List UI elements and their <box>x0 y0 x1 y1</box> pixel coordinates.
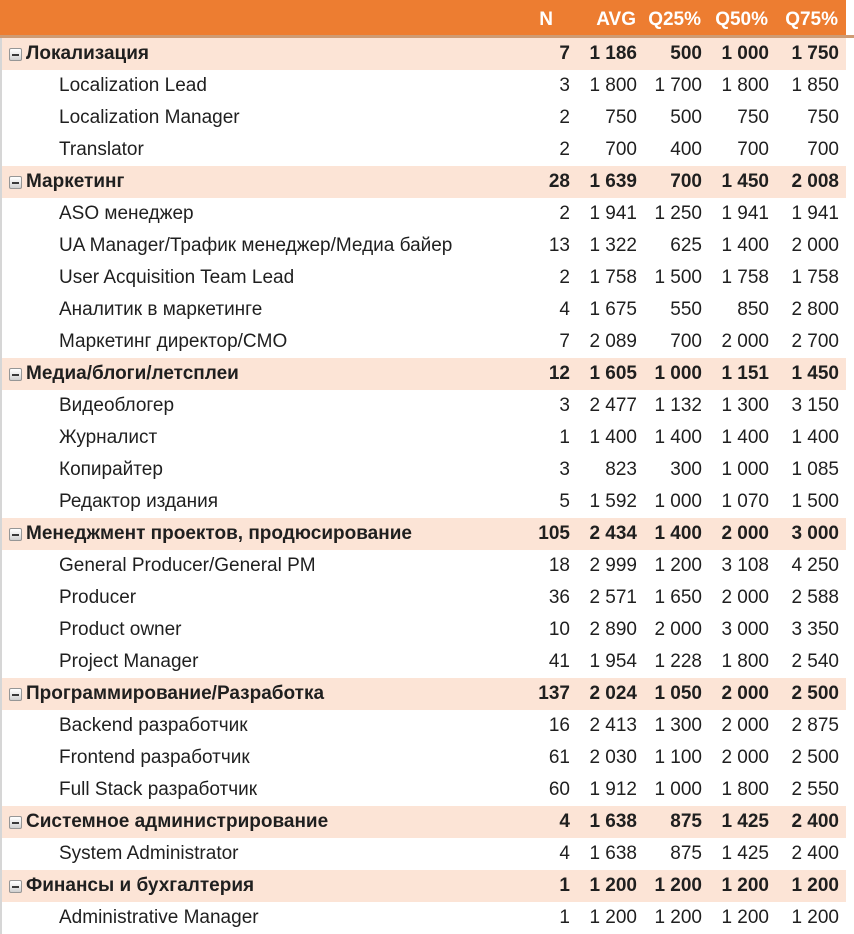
q75-value[interactable]: 2 008 <box>791 171 839 192</box>
avg-value[interactable]: 2 030 <box>589 747 637 768</box>
row-label-cell[interactable] <box>2 678 510 710</box>
q25-value[interactable]: 1 000 <box>654 363 702 384</box>
q50-value[interactable]: 1 800 <box>721 779 769 800</box>
q50-value[interactable]: 1 425 <box>721 843 769 864</box>
q50-value[interactable]: 2 000 <box>721 523 769 544</box>
row-label-cell[interactable] <box>2 550 510 582</box>
q25-value[interactable]: 1 000 <box>654 491 702 512</box>
q50-value[interactable]: 1 200 <box>721 907 769 928</box>
avg-value[interactable]: 1 638 <box>589 843 637 864</box>
q50-value[interactable]: 2 000 <box>721 331 769 352</box>
group-label: Маркетинг <box>26 171 125 192</box>
row-label-cell[interactable] <box>2 198 510 230</box>
group-row <box>2 678 846 710</box>
group-label: Финансы и бухгалтерия <box>26 875 255 896</box>
q50-value[interactable]: 1 450 <box>721 171 769 192</box>
q25-value[interactable]: 1 700 <box>654 75 702 96</box>
q25-value[interactable]: 1 250 <box>654 203 702 224</box>
group-label: Медиа/блоги/летсплеи <box>26 363 239 384</box>
n-value[interactable]: 105 <box>538 523 570 544</box>
n-value[interactable]: 4 <box>559 811 570 832</box>
detail-row <box>2 454 846 486</box>
q50-value[interactable]: 1 758 <box>721 267 769 288</box>
collapse-minus-icon[interactable] <box>9 368 22 381</box>
q50-value[interactable]: 2 000 <box>721 683 769 704</box>
q25-value[interactable]: 1 132 <box>654 395 702 416</box>
q50-value[interactable]: 750 <box>737 107 769 128</box>
avg-value[interactable]: 1 605 <box>589 363 637 384</box>
q75-value[interactable]: 1 850 <box>791 75 839 96</box>
q50-value[interactable]: 1 151 <box>721 363 769 384</box>
q50-value[interactable]: 1 070 <box>721 491 769 512</box>
row-label-cell[interactable] <box>2 358 510 390</box>
n-value[interactable]: 12 <box>548 363 570 384</box>
collapse-minus-icon[interactable] <box>9 688 22 701</box>
detail-row <box>2 390 846 422</box>
q25-value[interactable]: 550 <box>670 299 702 320</box>
row-label-cell[interactable] <box>2 230 510 262</box>
q75-value[interactable]: 2 400 <box>791 843 839 864</box>
detail-row <box>2 134 846 166</box>
group-row <box>2 870 846 902</box>
detail-row <box>2 70 846 102</box>
detail-label: UA Manager/Трафик менеджер/Медиа байер <box>59 235 453 256</box>
avg-value[interactable]: 1 758 <box>589 267 637 288</box>
q25-value[interactable]: 500 <box>670 43 702 64</box>
n-value[interactable]: 60 <box>548 779 570 800</box>
detail-row <box>2 102 846 134</box>
q75-value[interactable]: 1 941 <box>791 203 839 224</box>
collapse-minus-icon[interactable] <box>9 816 22 829</box>
detail-label: General Producer/General PM <box>59 555 316 576</box>
row-label-cell[interactable] <box>2 294 510 326</box>
detail-label: Administrative Manager <box>59 907 259 928</box>
n-value[interactable]: 1 <box>559 907 570 928</box>
q50-value[interactable]: 3 108 <box>721 555 769 576</box>
avg-value[interactable]: 1 675 <box>589 299 637 320</box>
q50-value[interactable]: 1 000 <box>721 43 769 64</box>
avg-value[interactable]: 1 322 <box>589 235 637 256</box>
q50-value[interactable]: 1 941 <box>721 203 769 224</box>
row-label-cell[interactable] <box>2 262 510 294</box>
n-value[interactable]: 1 <box>559 875 570 896</box>
q75-value[interactable]: 750 <box>807 107 839 128</box>
q75-value[interactable]: 2 500 <box>791 683 839 704</box>
row-label-cell[interactable] <box>2 326 510 358</box>
n-value[interactable]: 10 <box>548 619 570 640</box>
n-value[interactable]: 4 <box>559 299 570 320</box>
q50-value[interactable]: 1 300 <box>721 395 769 416</box>
n-value[interactable]: 3 <box>559 75 570 96</box>
q25-value[interactable]: 500 <box>670 107 702 128</box>
q75-value[interactable]: 2 588 <box>791 587 839 608</box>
row-label-cell[interactable] <box>2 166 510 198</box>
avg-value[interactable]: 2 571 <box>589 587 637 608</box>
q25-value[interactable]: 1 200 <box>654 875 702 896</box>
detail-label: Full Stack разработчик <box>59 779 258 800</box>
n-value[interactable]: 2 <box>559 139 570 160</box>
detail-label: ASO менеджер <box>59 203 194 224</box>
q75-value[interactable]: 2 000 <box>791 235 839 256</box>
detail-label: Редактор издания <box>59 491 219 512</box>
column-header-n[interactable]: N <box>539 9 553 30</box>
row-label-cell[interactable] <box>2 518 510 550</box>
detail-label: Producer <box>59 587 137 608</box>
group-row <box>2 358 846 390</box>
avg-value[interactable]: 750 <box>605 107 637 128</box>
q75-value[interactable]: 1 750 <box>791 43 839 64</box>
detail-row <box>2 582 846 614</box>
avg-value[interactable]: 2 024 <box>589 683 637 704</box>
detail-row <box>2 774 846 806</box>
header-label-cell[interactable] <box>0 0 509 31</box>
q75-value[interactable]: 2 550 <box>791 779 839 800</box>
collapse-minus-icon[interactable] <box>9 48 22 61</box>
detail-row <box>2 230 846 262</box>
avg-value[interactable]: 1 639 <box>589 171 637 192</box>
q50-value[interactable]: 1 800 <box>721 651 769 672</box>
q50-value[interactable]: 1 800 <box>721 75 769 96</box>
n-value[interactable]: 36 <box>548 587 570 608</box>
avg-value[interactable]: 1 400 <box>589 427 637 448</box>
q25-value[interactable]: 875 <box>670 843 702 864</box>
n-value[interactable]: 41 <box>548 651 570 672</box>
n-value[interactable]: 7 <box>559 331 570 352</box>
q50-value[interactable]: 1 200 <box>721 875 769 896</box>
q75-value[interactable]: 2 700 <box>791 331 839 352</box>
collapse-minus-icon[interactable] <box>9 176 22 189</box>
detail-label: Backend разработчик <box>59 715 248 736</box>
q75-value[interactable]: 2 540 <box>791 651 839 672</box>
avg-value[interactable]: 2 890 <box>589 619 637 640</box>
avg-value[interactable]: 2 413 <box>589 715 637 736</box>
detail-label: Project Manager <box>59 651 199 672</box>
avg-value[interactable]: 1 954 <box>589 651 637 672</box>
q50-value[interactable]: 700 <box>737 139 769 160</box>
q25-value[interactable]: 1 228 <box>654 651 702 672</box>
q25-value[interactable]: 875 <box>670 811 702 832</box>
q25-value[interactable]: 1 200 <box>654 907 702 928</box>
row-label-cell[interactable] <box>2 582 510 614</box>
row-label-cell[interactable] <box>2 390 510 422</box>
avg-value[interactable]: 2 434 <box>589 523 637 544</box>
detail-label: Frontend разработчик <box>59 747 250 768</box>
q75-value[interactable]: 1 085 <box>791 459 839 480</box>
detail-label: Маркетинг директор/CMO <box>59 331 288 352</box>
q75-value[interactable]: 2 500 <box>791 747 839 768</box>
q75-value[interactable]: 1 758 <box>791 267 839 288</box>
detail-row <box>2 646 846 678</box>
detail-label: Localization Manager <box>59 107 240 128</box>
q75-value[interactable]: 3 000 <box>791 523 839 544</box>
row-label-cell[interactable] <box>2 102 510 134</box>
row-label-cell[interactable] <box>2 134 510 166</box>
avg-value[interactable]: 700 <box>605 139 637 160</box>
detail-label: Translator <box>59 139 144 160</box>
q75-value[interactable]: 1 450 <box>791 363 839 384</box>
detail-row <box>2 742 846 774</box>
q75-value[interactable]: 1 500 <box>791 491 839 512</box>
row-label-cell[interactable] <box>2 870 510 902</box>
avg-value[interactable]: 1 912 <box>589 779 637 800</box>
group-row <box>2 518 846 550</box>
detail-row <box>2 294 846 326</box>
row-label-cell[interactable] <box>2 838 510 870</box>
pivot-header-row <box>0 0 846 35</box>
q25-value[interactable]: 700 <box>670 171 702 192</box>
q75-value[interactable]: 700 <box>807 139 839 160</box>
row-label-cell[interactable] <box>2 454 510 486</box>
row-label-cell[interactable] <box>2 70 510 102</box>
detail-row <box>2 902 846 934</box>
n-value[interactable]: 3 <box>559 459 570 480</box>
pivot-rows <box>0 38 846 934</box>
row-label-cell[interactable] <box>2 710 510 742</box>
detail-label: Копирайтер <box>59 459 163 480</box>
collapse-minus-icon[interactable] <box>9 528 22 541</box>
q50-value[interactable]: 3 000 <box>721 619 769 640</box>
n-value[interactable]: 2 <box>559 203 570 224</box>
q25-value[interactable]: 300 <box>670 459 702 480</box>
q75-value[interactable]: 3 150 <box>791 395 839 416</box>
detail-row <box>2 262 846 294</box>
row-label-cell[interactable] <box>2 422 510 454</box>
group-label: Программирование/Разработка <box>26 683 325 704</box>
group-label: Менеджмент проектов, продюсирование <box>26 523 412 544</box>
q25-value[interactable]: 700 <box>670 331 702 352</box>
detail-row <box>2 326 846 358</box>
q50-value[interactable]: 1 400 <box>721 235 769 256</box>
detail-label: Видеоблогер <box>59 395 175 416</box>
n-value[interactable]: 18 <box>548 555 570 576</box>
group-row <box>2 38 846 70</box>
detail-label: Localization Lead <box>59 75 207 96</box>
q75-value[interactable]: 1 200 <box>791 875 839 896</box>
q25-value[interactable]: 1 200 <box>654 555 702 576</box>
n-value[interactable]: 3 <box>559 395 570 416</box>
detail-row <box>2 710 846 742</box>
group-row <box>2 806 846 838</box>
row-label-cell[interactable] <box>2 806 510 838</box>
detail-label: System Administrator <box>59 843 239 864</box>
n-value[interactable]: 28 <box>548 171 570 192</box>
avg-value[interactable]: 1 638 <box>589 811 637 832</box>
detail-row <box>2 198 846 230</box>
row-label-cell[interactable] <box>2 486 510 518</box>
q25-value[interactable]: 1 300 <box>654 715 702 736</box>
q75-value[interactable]: 1 400 <box>791 427 839 448</box>
q25-value[interactable]: 400 <box>670 139 702 160</box>
q25-value[interactable]: 1 000 <box>654 779 702 800</box>
q50-value[interactable]: 1 000 <box>721 459 769 480</box>
row-label-cell[interactable] <box>2 774 510 806</box>
q25-value[interactable]: 1 050 <box>654 683 702 704</box>
row-label-cell[interactable] <box>2 646 510 678</box>
n-value[interactable]: 2 <box>559 107 570 128</box>
column-header-q75[interactable]: Q75% <box>785 9 838 30</box>
n-value[interactable]: 1 <box>559 427 570 448</box>
q75-value[interactable]: 3 350 <box>791 619 839 640</box>
q50-value[interactable]: 2 000 <box>721 715 769 736</box>
q25-value[interactable]: 1 650 <box>654 587 702 608</box>
avg-value[interactable]: 1 800 <box>589 75 637 96</box>
avg-value[interactable]: 1 200 <box>589 907 637 928</box>
avg-value[interactable]: 2 089 <box>589 331 637 352</box>
row-label-cell[interactable] <box>2 742 510 774</box>
q25-value[interactable]: 1 400 <box>654 427 702 448</box>
q75-value[interactable]: 4 250 <box>791 555 839 576</box>
n-value[interactable]: 4 <box>559 843 570 864</box>
q25-value[interactable]: 2 000 <box>654 619 702 640</box>
detail-row <box>2 486 846 518</box>
q25-value[interactable]: 1 400 <box>654 523 702 544</box>
avg-value[interactable]: 1 941 <box>589 203 637 224</box>
column-header-avg[interactable]: AVG <box>596 9 636 30</box>
q75-value[interactable]: 1 200 <box>791 907 839 928</box>
q50-value[interactable]: 1 425 <box>721 811 769 832</box>
n-value[interactable]: 7 <box>559 43 570 64</box>
q50-value[interactable]: 2 000 <box>721 587 769 608</box>
n-value[interactable]: 137 <box>538 683 570 704</box>
q50-value[interactable]: 1 400 <box>721 427 769 448</box>
group-label: Системное администрирование <box>26 811 329 832</box>
detail-row <box>2 550 846 582</box>
collapse-minus-icon[interactable] <box>9 880 22 893</box>
q50-value[interactable]: 2 000 <box>721 747 769 768</box>
q75-value[interactable]: 2 400 <box>791 811 839 832</box>
avg-value[interactable]: 2 477 <box>589 395 637 416</box>
avg-value[interactable]: 1 592 <box>589 491 637 512</box>
detail-row <box>2 422 846 454</box>
q50-value[interactable]: 850 <box>737 299 769 320</box>
detail-label: Аналитик в маркетинге <box>59 299 263 320</box>
n-value[interactable]: 5 <box>559 491 570 512</box>
avg-value[interactable]: 1 186 <box>589 43 637 64</box>
group-row <box>2 166 846 198</box>
row-label-cell[interactable] <box>2 902 510 934</box>
n-value[interactable]: 16 <box>548 715 570 736</box>
detail-row <box>2 614 846 646</box>
avg-value[interactable]: 823 <box>605 459 637 480</box>
n-value[interactable]: 2 <box>559 267 570 288</box>
q25-value[interactable]: 1 500 <box>654 267 702 288</box>
row-label-cell[interactable] <box>2 614 510 646</box>
q75-value[interactable]: 2 875 <box>791 715 839 736</box>
n-value[interactable]: 61 <box>548 747 570 768</box>
column-header-q25[interactable]: Q25% <box>648 9 701 30</box>
group-label: Локализация <box>26 43 149 64</box>
q75-value[interactable]: 2 800 <box>791 299 839 320</box>
row-label-cell[interactable] <box>2 38 510 70</box>
avg-value[interactable]: 2 999 <box>589 555 637 576</box>
q25-value[interactable]: 625 <box>670 235 702 256</box>
column-header-q50[interactable]: Q50% <box>715 9 768 30</box>
detail-row <box>2 838 846 870</box>
avg-value[interactable]: 1 200 <box>589 875 637 896</box>
detail-label: User Acquisition Team Lead <box>59 267 295 288</box>
n-value[interactable]: 13 <box>548 235 570 256</box>
q25-value[interactable]: 1 100 <box>654 747 702 768</box>
detail-label: Журналист <box>59 427 158 448</box>
detail-label: Product owner <box>59 619 182 640</box>
